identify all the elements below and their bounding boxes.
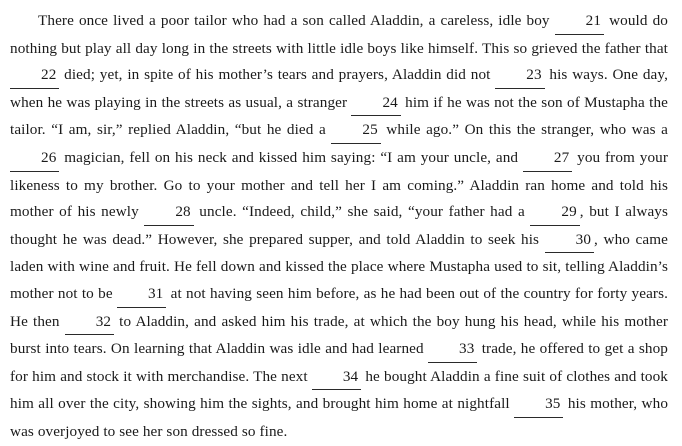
blank-number: 25: [362, 121, 378, 139]
passage-text: while ago.” On this the stranger, who was a: [380, 121, 668, 139]
passage-paragraph: [10, 8, 668, 446]
answer-blank[interactable]: [65, 308, 114, 336]
answer-blank[interactable]: [555, 7, 604, 35]
passage-text: at not having seen him before, as he had been out of the country for forty years. He then: [10, 284, 668, 330]
passage-text: , but I always thought he was dead.” However, she prepared supper, and told Aladdin to seek his: [10, 203, 669, 248]
blank-number: 26: [41, 148, 57, 166]
answer-blank[interactable]: [117, 280, 166, 308]
answer-blank[interactable]: [331, 116, 380, 144]
passage-text: trade, he offered to get a shop for him and stock it with merchandise. The next: [10, 340, 668, 385]
passage-text: magician, fell on his neck and kissed him saying: “I am your uncle, and: [59, 148, 523, 166]
passage-text: uncle. “Indeed, child,” she said, “your father had a: [193, 203, 531, 221]
answer-blank[interactable]: [10, 61, 59, 89]
blank-number: 35: [545, 395, 561, 413]
blank-number: 27: [553, 148, 570, 166]
passage-text: he bought Aladdin a fine suit of clothes and took him all over the city, showing him the sights, and brought him home at nightfall: [10, 367, 668, 413]
answer-blank[interactable]: [312, 363, 361, 391]
blank-number: 24: [382, 93, 398, 111]
answer-blank[interactable]: [10, 144, 59, 172]
answer-blank[interactable]: [523, 144, 572, 172]
answer-blank[interactable]: [545, 226, 594, 254]
passage-text: , who came laden with wine and fruit. He fell down and kissed the place where Mustapha used to sit, telling Aladdin’s mother not to be: [10, 230, 668, 302]
answer-blank[interactable]: [530, 198, 579, 226]
blank-number: 28: [175, 203, 191, 221]
blank-number: 34: [342, 367, 359, 385]
blank-number: 23: [526, 66, 542, 84]
blank-number: 29: [561, 203, 577, 221]
blank-number: 21: [585, 12, 602, 29]
passage-text: his mother, who was overjoyed to see her son dressed so fine.: [10, 395, 669, 440]
blank-number: 32: [95, 312, 112, 330]
blank-number: 33: [459, 340, 475, 358]
passage-text: to Aladdin, and asked him his trade, at which the boy hung his head, while his mother burst into tears. On learning that Aladdin was idle and had learned: [10, 312, 668, 358]
passage-text: you from your likeness to my brother. Go to your mother and tell her I am coming.” Aladdin ran home and told his mother of his newly: [10, 148, 669, 221]
passage-text: There once lived a poor tailor who had a son called Aladdin, a careless, idle boy: [38, 12, 555, 29]
passage-text: his ways. One day, when he was playing in the streets as usual, a stranger: [10, 66, 668, 111]
blank-number: 22: [41, 66, 57, 84]
answer-blank[interactable]: [428, 335, 477, 363]
answer-blank[interactable]: [495, 61, 544, 89]
blank-number: 31: [147, 284, 164, 302]
blank-number: 30: [575, 230, 592, 248]
answer-blank[interactable]: [351, 89, 400, 117]
passage-text: him if he was not the son of Mustapha the tailor. “I am, sir,” replied Aladdin, “but he died a: [10, 93, 668, 139]
passage-text: would do nothing but play all day long in the streets with little idle boys like himself. This so grieved the father that: [10, 12, 668, 57]
answer-blank[interactable]: [514, 390, 563, 418]
answer-blank[interactable]: [144, 198, 193, 226]
passage-text: died; yet, in spite of his mother’s tears and prayers, Aladdin did not: [59, 66, 496, 84]
